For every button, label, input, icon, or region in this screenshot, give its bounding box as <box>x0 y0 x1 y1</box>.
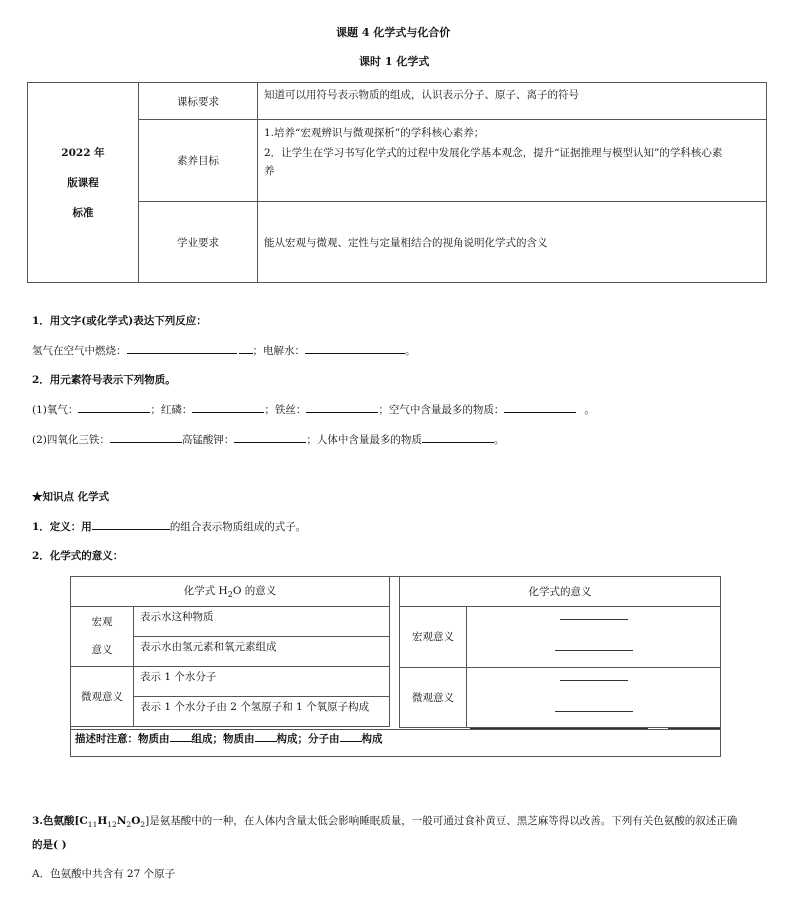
q2-line-2 <box>32 431 504 447</box>
q3-stem <box>32 813 737 829</box>
answer-blank[interactable] <box>340 730 362 742</box>
answer-blank[interactable] <box>305 342 405 354</box>
q3-sub: 2 <box>126 820 132 830</box>
standards-label-cell <box>28 83 139 283</box>
right-macro-label: 宏观意义 <box>400 606 467 667</box>
q2-title: 2．用元素符号表示下列物质。 <box>32 374 176 386</box>
answer-blank[interactable] <box>92 518 170 530</box>
q1-end: 。 <box>405 345 416 357</box>
q1-line <box>32 342 416 358</box>
q3-text: 3.色氨酸[C <box>32 815 88 827</box>
q1-title: 1．用文字(或化学式)表达下列反应： <box>32 315 207 327</box>
micro-item: 表示 1 个水分子 <box>134 666 390 696</box>
q1-electrolysis-label: ；电解水： <box>252 345 305 357</box>
divider <box>399 667 467 668</box>
note-text: 组成；物质由 <box>191 733 255 745</box>
literacy-line: 2．让学生在学习书写化学式的过程中发展化学基本观念，提升“证据推理与模型认知”的学科核心素 <box>264 147 723 159</box>
standards-label-line: 2022 年 <box>61 146 105 159</box>
q2-line-end: 。 <box>493 434 505 446</box>
q3-option-a[interactable]: A．色氨酸中共含有 27 个原子 <box>32 868 176 880</box>
answer-blank[interactable] <box>504 401 576 413</box>
micro-item: 表示 1 个水分子由 2 个氢原子和 1 个氧原子构成 <box>134 696 390 726</box>
header-sub: 2 <box>227 590 233 600</box>
answer-blank[interactable] <box>555 650 633 651</box>
row-content-literacy <box>258 120 767 202</box>
q2-iron-label: ；铁丝： <box>264 404 307 416</box>
right-macro-blanks[interactable] <box>467 606 721 667</box>
answer-blank[interactable] <box>127 342 237 354</box>
formula-header: 化学式的意义 <box>400 577 721 606</box>
q2-fe3o4-label: (2)四氧化三铁： <box>32 434 110 446</box>
note-text: 构成；分子由 <box>276 733 340 745</box>
macro-label-line: 宏观 <box>91 616 113 628</box>
q3-stem-line-2: 的是( ) <box>32 839 67 851</box>
q3-text: ]是氨基酸中的一种，在人体内含量太低会影响睡眠质量，一般可通过食补黄豆、黑芝麻等得以改善。下列有关色氨酸的叙述正确 <box>145 815 738 827</box>
q2-phosphorus-label: ；红磷： <box>150 404 193 416</box>
answer-blank[interactable] <box>422 431 494 443</box>
note-line <box>75 730 383 746</box>
literacy-line: 1.培养“宏观辨识与微观探析”的学科核心素养； <box>264 127 485 139</box>
q3-sub: 11 <box>87 820 98 830</box>
definition-label: 1．定义：用 <box>32 521 92 533</box>
literacy-line: 养 <box>264 165 275 177</box>
q3-sub: 12 <box>107 820 117 830</box>
q3-text: H <box>97 815 108 827</box>
meaning-title: 2．化学式的意义： <box>32 550 124 562</box>
answer-blank[interactable] <box>78 401 150 413</box>
answer-blank[interactable] <box>110 431 182 443</box>
macro-item: 表示水由氢元素和氧元素组成 <box>134 636 390 666</box>
knowledge-heading: ★知识点 化学式 <box>32 491 110 503</box>
row-label-academic: 学业要求 <box>139 202 258 283</box>
right-micro-label: 微观意义 <box>400 667 467 727</box>
note-text: 构成 <box>361 733 383 745</box>
header-text: O 的意义 <box>232 585 277 598</box>
macro-label-line: 意义 <box>91 644 113 656</box>
micro-label: 微观意义 <box>71 666 134 726</box>
q2-air-label: ；空气中含量最多的物质： <box>378 404 505 416</box>
answer-blank[interactable] <box>234 431 306 443</box>
water-meaning-table <box>71 577 390 727</box>
q3-sub: 2 <box>140 820 146 830</box>
standards-label-line: 标准 <box>72 206 94 219</box>
row-content-curriculum: 知道可以用符号表示物质的组成，认识表示分子、原子、离子的符号 <box>258 83 767 120</box>
answer-blank[interactable] <box>170 730 192 742</box>
row-label-curriculum: 课标要求 <box>139 83 258 120</box>
answer-blank[interactable] <box>306 401 378 413</box>
lesson-subtitle: 课时 1 化学式 <box>359 55 430 68</box>
water-header <box>71 577 390 606</box>
row-label-literacy: 素养目标 <box>139 120 258 202</box>
answer-blank[interactable] <box>555 711 633 712</box>
standards-label-line: 版课程 <box>67 176 99 189</box>
answer-blank[interactable] <box>560 619 628 620</box>
lesson-title: 课题 4 化学式与化合价 <box>336 26 451 39</box>
note-text: 描述时注意：物质由 <box>75 733 170 745</box>
q3-text: O <box>131 815 141 827</box>
definition-line <box>32 518 306 534</box>
q2-kmno4-label: 高锰酸钾： <box>181 434 235 446</box>
answer-blank[interactable] <box>239 342 253 354</box>
q2-oxygen-label: (1)氧气： <box>32 404 79 416</box>
answer-blank[interactable] <box>255 730 277 742</box>
formula-meaning-table <box>399 577 720 728</box>
q2-line-end: 。 <box>584 404 595 416</box>
header-text: 化学式 H <box>183 585 228 598</box>
macro-label <box>71 606 134 666</box>
macro-item: 表示水这种物质 <box>134 606 390 636</box>
q1-hydrogen-label: 氢气在空气中燃烧： <box>32 345 127 357</box>
standards-table <box>27 82 767 283</box>
definition-text: 的组合表示物质组成的式子。 <box>169 521 307 533</box>
answer-blank[interactable] <box>560 680 628 681</box>
answer-blank[interactable] <box>192 401 264 413</box>
q2-line-1 <box>32 401 595 417</box>
right-micro-blanks[interactable] <box>467 667 721 727</box>
q2-body-label: ；人体中含量最多的物质 <box>306 434 422 446</box>
q3-text: N <box>116 815 127 827</box>
row-content-academic: 能从宏观与微观、定性与定量相结合的视角说明化学式的含义 <box>258 202 767 283</box>
